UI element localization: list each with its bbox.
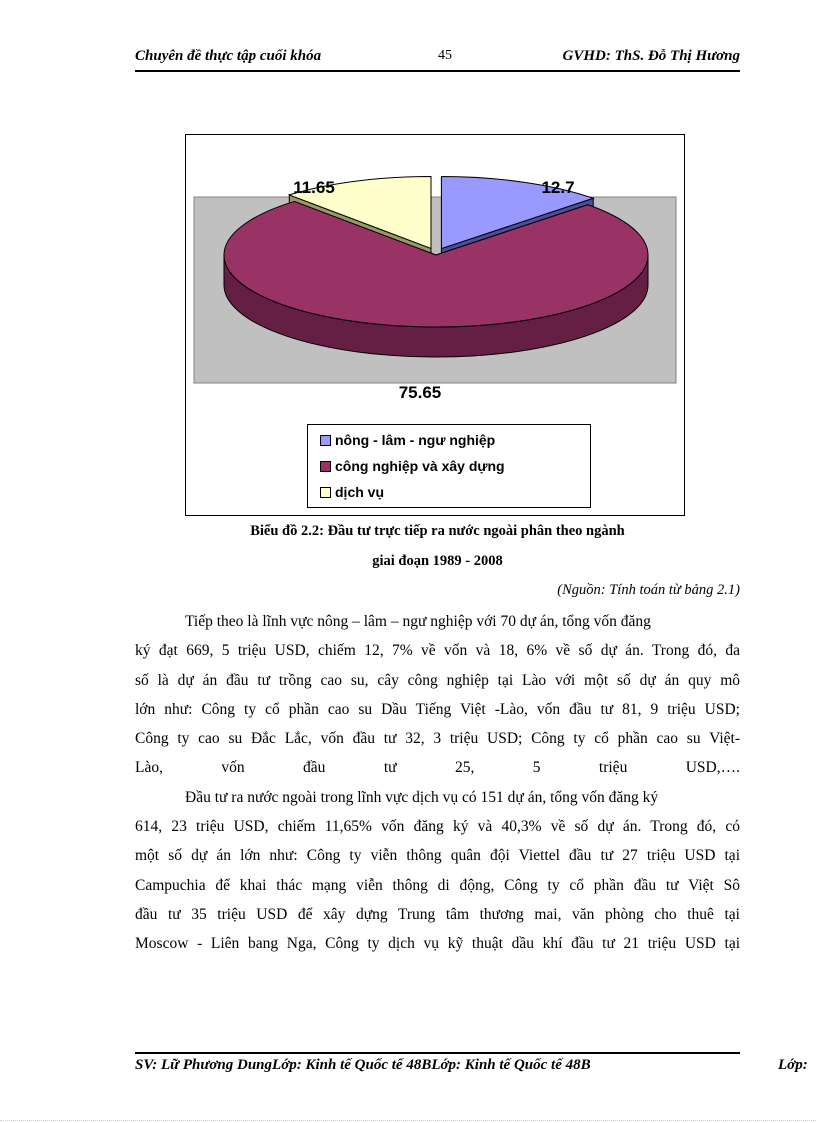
legend-swatch <box>320 435 331 446</box>
text-line: Moscow - Liên bang Nga, Công ty dịch vụ kỹ thuật dầu khí đầu tư 21 triệu USD tại <box>135 935 740 953</box>
text-line: lớn như: Công ty cổ phần cao su Dầu Tiếng Việt -Lào, vốn đầu tư 81, 9 triệu USD; <box>135 700 740 718</box>
text-line: Tiếp theo là lĩnh vực nông – lâm – ngư nghiệp với 70 dự án, tổng vốn đăng <box>185 613 651 630</box>
text-line: Công ty cao su Đắc Lắc, vốn đầu tư 32, 3 triệu USD; Công ty cổ phần cao su Việt- <box>135 730 740 748</box>
text-line: Đầu tư ra nước ngoài trong lĩnh vực dịch vụ có 151 dự án, tổng vốn đăng ký <box>185 788 659 806</box>
header-advisor: GVHD: ThS. Đỗ Thị Hương <box>562 48 740 64</box>
figure-caption: Biểu đồ 2.2: Đầu tư trực tiếp ra nước ngoài phân theo ngành <box>250 523 625 539</box>
legend-item <box>320 457 505 475</box>
data-label: 75.65 <box>398 383 442 402</box>
legend-swatch <box>320 461 331 472</box>
chart-legend <box>307 424 591 508</box>
page-edge <box>0 1120 816 1121</box>
legend-label: nông - lâm - ngư nghiệp <box>335 432 496 448</box>
footer-class: Lớp: <box>778 1057 808 1073</box>
text-line: 614, 23 triệu USD, chiếm 11,65% vốn đăng ký và 40,3% về số dự án. Trong đó, có <box>135 818 740 836</box>
text-line: Lào, vốn đầu tư 25, 5 triệu USD,…. <box>135 759 740 777</box>
text-line: Campuchia để khai thác mạng viễn thông di động, Công ty cổ phần đầu tư Việt Sô <box>135 876 740 894</box>
legend-label: dịch vụ <box>335 484 385 500</box>
figure-caption-period: giai đoạn 1989 - 2008 <box>372 553 503 569</box>
header-title: Chuyên đề thực tập cuối khóa <box>135 48 322 64</box>
data-label: 11.65 <box>293 178 335 197</box>
page-header <box>135 48 740 72</box>
legend-item <box>320 431 495 449</box>
body-paragraphs <box>135 607 740 959</box>
legend-label: công nghiệp và xây dựng <box>335 458 505 474</box>
figure-source: (Nguồn: Tính toán từ bảng 2.1) <box>557 582 740 598</box>
text-line: đầu tư 35 triệu USD để xây dựng Trung tâm thương mai, văn phòng cho thuê tại <box>135 905 740 923</box>
legend-swatch <box>320 487 331 498</box>
text-line: một số dự án lớn như: Công ty viễn thông quân đội Viettel đầu tư 27 triệu USD tại <box>135 847 740 865</box>
legend-item <box>320 483 384 501</box>
footer-rule <box>135 1052 740 1054</box>
data-label: 12.7 <box>541 178 575 197</box>
footer-student: SV: Lữ Phương DungLớp: Kinh tế Quốc tế 48BLớp: Kinh tế Quốc tế 48B <box>135 1057 591 1073</box>
text-line: số là dự án đầu tư trồng cao su, cây công nghiệp tại Lào với một số dự án quy mô <box>135 671 740 689</box>
page-number: 45 <box>438 48 452 63</box>
text-line: ký đạt 669, 5 triệu USD, chiếm 12, 7% về vốn và 18, 6% về số dự án. Trong đó, đa <box>135 642 740 660</box>
